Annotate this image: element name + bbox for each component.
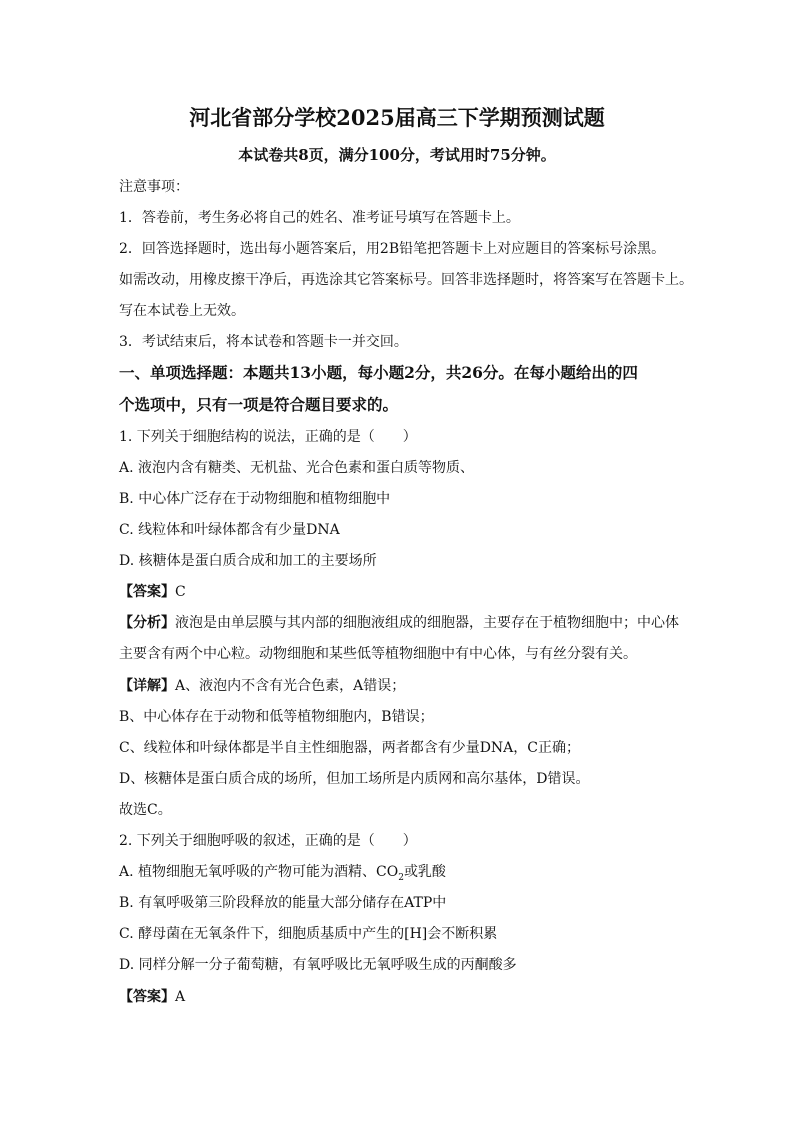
q1-conclusion: 故选C。 [119, 802, 172, 818]
q2-answer [119, 987, 185, 1007]
q1-detail-line-4: D、核糖体是蛋白质合成的场所，但加工场所是内质网和高尔基体，D错误。 [119, 771, 590, 787]
q2-stem: 2. 下列关于细胞呼吸的叙述，正确的是（ ） [119, 833, 417, 849]
notice-line-1: 1．答卷前，考生务必将自己的姓名、准考证号填写在答题卡上。 [119, 210, 520, 226]
q1-analysis-line-1 [119, 613, 679, 633]
q2-option-d: D. 同样分解一分子葡萄糖，有氧呼吸比无氧呼吸生成的丙酮酸多 [119, 957, 517, 973]
exam-title: 河北省部分学校2025届高三下学期预测试题 [189, 105, 605, 130]
q1-answer [119, 582, 186, 602]
q1-option-b: B. 中心体广泛存在于动物细胞和植物细胞中 [119, 491, 391, 507]
detail-label: 【详解】 [119, 678, 175, 694]
q2-option-b: B. 有氧呼吸第三阶段释放的能量大部分储存在ATP中 [119, 895, 447, 911]
section-heading-line-2: 个选项中，只有一项是符合题目要求的。 [119, 395, 399, 414]
q1-detail-line-2: B、中心体存在于动物和低等植物细胞内，B错误； [119, 709, 434, 725]
q1-option-c: C. 线粒体和叶绿体都含有少量DNA [119, 522, 340, 538]
q2-option-a-subscript: 2 [398, 872, 404, 883]
section-heading-line-1: 一、单项选择题：本题共13小题，每小题2分，共26分。在每小题给出的四 [119, 363, 638, 382]
answer-value: A [175, 989, 186, 1005]
analysis-label: 【分析】 [119, 615, 175, 631]
q2-option-a-suffix: 或乳酸 [403, 864, 446, 880]
notice-line-2: 2．回答选择题时，选出每小题答案后，用2B铅笔把答题卡上对应题目的答案标号涂黑。 [119, 241, 666, 257]
answer-label: 【答案】 [119, 584, 175, 600]
notice-line-4: 写在本试卷上无效。 [119, 303, 245, 319]
q1-detail-line-3: C、线粒体和叶绿体都是半自主性细胞器，两者都含有少量DNA，C正确； [119, 740, 581, 756]
q2-option-c: C. 酵母菌在无氧条件下，细胞质基质中产生的[H]会不断积累 [119, 926, 498, 942]
q2-option-a-prefix: A. 植物细胞无氧呼吸的产物可能为酒精、CO [119, 864, 399, 880]
answer-value: C [175, 584, 186, 600]
q1-option-a: A. 液泡内含有糖类、无机盐、光合色素和蛋白质等物质、 [119, 460, 475, 476]
analysis-text-1: 液泡是由单层膜与其内部的细胞液组成的细胞器，主要存在于植物细胞中；中心体 [175, 615, 679, 631]
detail-text-1: A、液泡内不含有光合色素，A错误； [175, 678, 406, 694]
answer-label: 【答案】 [119, 989, 175, 1005]
notice-line-5: 3．考试结束后，将本试卷和答题卡一并交回。 [119, 334, 408, 350]
q1-analysis-line-2: 主要含有两个中心粒。动物细胞和某些低等植物细胞中有中心体，与有丝分裂有关。 [119, 646, 637, 662]
q1-stem: 1. 下列关于细胞结构的说法，正确的是（ ） [119, 429, 417, 445]
q1-detail-line-1 [119, 676, 405, 696]
notice-line-3: 如需改动，用橡皮擦干净后，再选涂其它答案标号。回答非选择题时，将答案写在答题卡上。 [119, 272, 693, 288]
q2-option-a [119, 862, 446, 888]
q1-option-d: D. 核糖体是蛋白质合成和加工的主要场所 [119, 553, 377, 569]
notice-heading: 注意事项： [119, 179, 189, 195]
exam-subtitle: 本试卷共8页，满分100分，考试用时75分钟。 [238, 146, 556, 164]
